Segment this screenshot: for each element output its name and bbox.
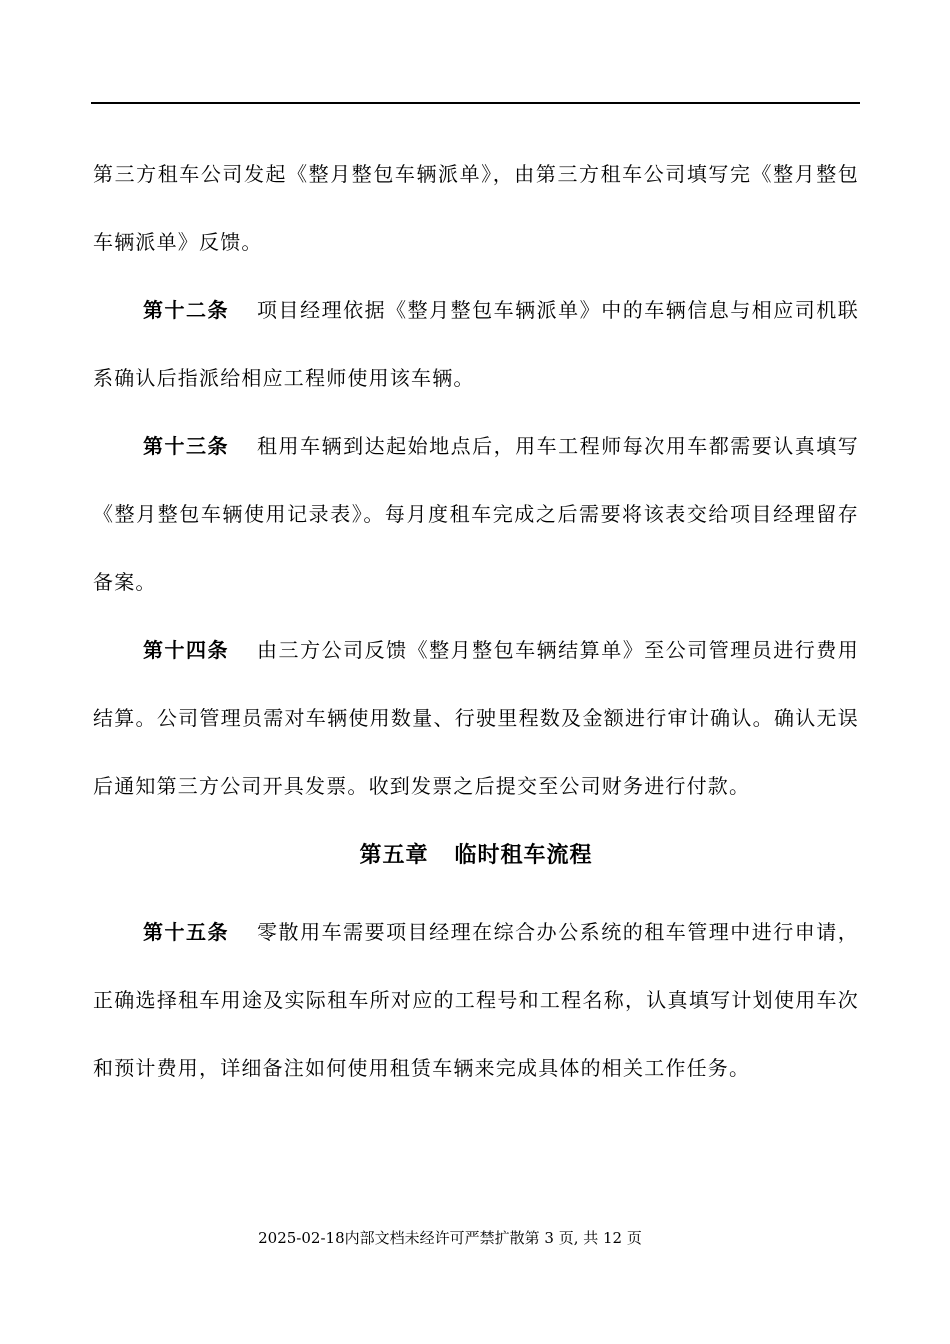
article-number: 第十二条 bbox=[143, 298, 230, 322]
article-number: 第十五条 bbox=[143, 920, 230, 944]
document-body bbox=[93, 140, 859, 1102]
page-footer: 2025-02-18内部文档未经许可严禁扩散第 3 页, 共 12 页 bbox=[258, 1229, 642, 1247]
chapter-number: 第五章 bbox=[359, 843, 429, 868]
article-13 bbox=[93, 412, 859, 616]
article-12 bbox=[93, 276, 859, 412]
paragraph-text: 租用车辆到达起始地点后，用车工程师每次用车都需要认真填写《整月整包车辆使用记录表》。每月度租车完成之后需要将该表交给项目经理留存备案。 bbox=[93, 434, 859, 594]
article-14 bbox=[93, 616, 859, 820]
article-number: 第十四条 bbox=[143, 638, 230, 662]
paragraph-text: 由三方公司反馈《整月整包车辆结算单》至公司管理员进行费用结算。公司管理员需对车辆使用数量、行驶里程数及金额进行审计确认。确认无误后通知第三方公司开具发票。收到发票之后提交至公司财务进行付款。 bbox=[93, 638, 859, 798]
paragraph-text: 第三方租车公司发起《整月整包车辆派单》，由第三方租车公司填写完《整月整包车辆派单》反馈。 bbox=[93, 162, 859, 254]
header-rule bbox=[91, 102, 860, 104]
article-number: 第十三条 bbox=[143, 434, 230, 458]
chapter-title: 临时租车流程 bbox=[454, 843, 593, 868]
chapter-heading bbox=[93, 820, 859, 898]
paragraph-text: 项目经理依据《整月整包车辆派单》中的车辆信息与相应司机联系确认后指派给相应工程师使用该车辆。 bbox=[93, 298, 859, 390]
article-15 bbox=[93, 898, 859, 1102]
paragraph-text: 零散用车需要项目经理在综合办公系统的租车管理中进行申请，正确选择租车用途及实际租车所对应的工程号和工程名称，认真填写计划使用车次和预计费用，详细备注如何使用租赁车辆来完成具体的相关工作任务。 bbox=[93, 920, 859, 1080]
paragraph-continuation bbox=[93, 140, 859, 276]
